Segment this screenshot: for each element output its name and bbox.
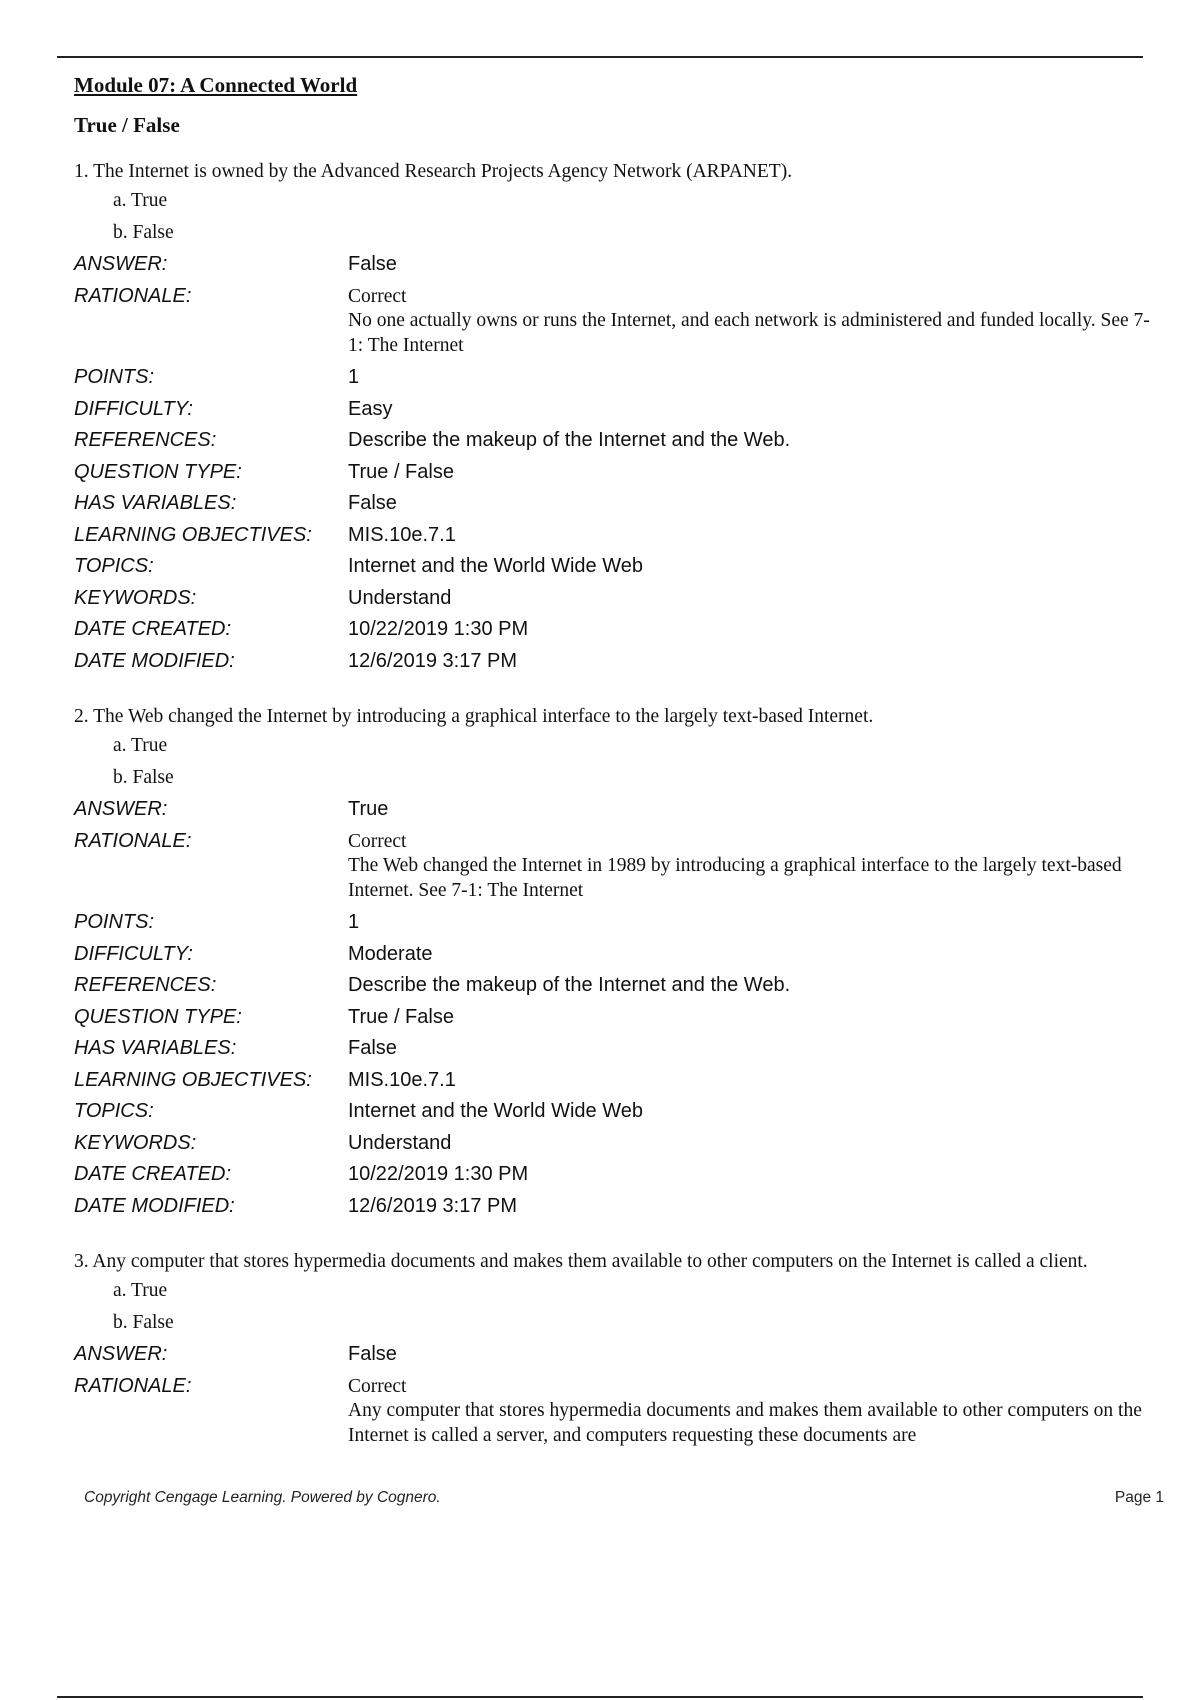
rationale-text: The Web changed the Internet in 1989 by introducing a graphical interface to the largely text-based Internet. See 7-1: The Internet xyxy=(348,855,1122,901)
points-label: POINTS: xyxy=(74,911,155,933)
option-false: b. False xyxy=(113,767,174,788)
topics-label: TOPICS: xyxy=(74,555,154,577)
section-title: True / False xyxy=(74,113,180,137)
difficulty-value: Moderate xyxy=(348,942,433,965)
answer-value: False xyxy=(348,1343,397,1365)
points-value: 1 xyxy=(348,911,360,933)
option-true: a. True xyxy=(113,1280,168,1301)
keywords-value: Understand xyxy=(348,1131,452,1154)
points-label: POINTS: xyxy=(74,366,155,388)
date-created-label: DATE CREATED: xyxy=(74,618,232,640)
date-created-value: 10/22/2019 1:30 PM xyxy=(348,618,529,640)
difficulty-value: Easy xyxy=(348,397,393,420)
page-number: Page 1 xyxy=(1114,1489,1164,1506)
question-type-label: QUESTION TYPE: xyxy=(74,1005,242,1028)
question-type-value: True / False xyxy=(348,1005,454,1028)
references-value: Describe the makeup of the Internet and the Web. xyxy=(348,974,791,996)
question-spacer xyxy=(74,1222,1154,1248)
learning-objectives-label: LEARNING OBJECTIVES: xyxy=(74,523,312,546)
question-type-value: True / False xyxy=(348,460,454,483)
question-spacer xyxy=(74,677,1154,703)
question-3 xyxy=(74,1248,1154,1452)
question-text: 1. The Internet is owned by the Advanced Research Projects Agency Network (ARPANET). xyxy=(74,161,793,182)
date-modified-label: DATE MODIFIED: xyxy=(74,1194,235,1217)
keywords-value: Understand xyxy=(348,586,452,609)
question-2 xyxy=(74,703,1154,1222)
question-1 xyxy=(74,158,1154,677)
date-modified-label: DATE MODIFIED: xyxy=(74,649,235,672)
answer-value: False xyxy=(348,253,397,275)
rationale-value xyxy=(348,1371,1154,1453)
rationale-status: Correct xyxy=(348,830,407,852)
rationale-status: Correct xyxy=(348,285,407,307)
learning-objectives-label: LEARNING OBJECTIVES: xyxy=(74,1068,312,1091)
references-label: REFERENCES: xyxy=(74,974,217,996)
rationale-text: No one actually owns or runs the Internet, and each network is administered and funded locally. See 7-1: The Internet xyxy=(348,310,1150,356)
learning-objectives-value: MIS.10e.7.1 xyxy=(348,523,456,546)
keywords-label: KEYWORDS: xyxy=(74,586,197,609)
answer-label: ANSWER: xyxy=(74,798,168,820)
date-modified-value: 12/6/2019 3:17 PM xyxy=(348,649,518,672)
answer-label: ANSWER: xyxy=(74,253,168,275)
rationale-value xyxy=(348,281,1154,363)
bottom-rule xyxy=(57,1696,1143,1698)
topics-value: Internet and the World Wide Web xyxy=(348,1100,643,1122)
option-true: a. True xyxy=(113,735,168,756)
page-footer xyxy=(84,1489,1164,1507)
question-type-label: QUESTION TYPE: xyxy=(74,460,242,483)
topics-label: TOPICS: xyxy=(74,1100,154,1122)
references-label: REFERENCES: xyxy=(74,429,217,451)
answer-value: True xyxy=(348,798,389,820)
keywords-label: KEYWORDS: xyxy=(74,1131,197,1154)
has-variables-label: HAS VARIABLES: xyxy=(74,1037,237,1059)
has-variables-value: False xyxy=(348,492,397,514)
rationale-text: Any computer that stores hypermedia documents and makes them available to other computers on the Internet is called a server, and computers requesting these documents are xyxy=(348,1400,1142,1446)
answer-label: ANSWER: xyxy=(74,1343,168,1365)
rationale-label: RATIONALE: xyxy=(74,284,192,307)
difficulty-label: DIFFICULTY: xyxy=(74,397,193,420)
date-created-label: DATE CREATED: xyxy=(74,1163,232,1185)
points-value: 1 xyxy=(348,366,360,388)
difficulty-label: DIFFICULTY: xyxy=(74,942,193,965)
option-false: b. False xyxy=(113,222,174,243)
rationale-status: Correct xyxy=(348,1375,407,1397)
rationale-value xyxy=(348,826,1154,908)
rationale-label: RATIONALE: xyxy=(74,829,192,852)
has-variables-value: False xyxy=(348,1037,397,1059)
date-created-value: 10/22/2019 1:30 PM xyxy=(348,1163,529,1185)
rationale-label: RATIONALE: xyxy=(74,1374,192,1397)
question-metadata xyxy=(74,249,1154,677)
top-rule xyxy=(57,56,1143,58)
document-page xyxy=(74,72,1154,1452)
question-text: 2. The Web changed the Internet by introducing a graphical interface to the largely text-based Internet. xyxy=(74,706,874,727)
option-true: a. True xyxy=(113,190,168,211)
references-value: Describe the makeup of the Internet and the Web. xyxy=(348,429,791,451)
question-metadata xyxy=(74,794,1154,1222)
copyright-text: Copyright Cengage Learning. Powered by Cognero. xyxy=(84,1489,441,1506)
question-metadata xyxy=(74,1339,1154,1452)
module-title: Module 07: A Connected World xyxy=(74,73,358,97)
learning-objectives-value: MIS.10e.7.1 xyxy=(348,1068,456,1091)
has-variables-label: HAS VARIABLES: xyxy=(74,492,237,514)
question-text: 3. Any computer that stores hypermedia documents and makes them available to other computers on the Internet is called a client. xyxy=(74,1251,1088,1272)
topics-value: Internet and the World Wide Web xyxy=(348,555,643,577)
option-false: b. False xyxy=(113,1312,174,1333)
date-modified-value: 12/6/2019 3:17 PM xyxy=(348,1194,518,1217)
